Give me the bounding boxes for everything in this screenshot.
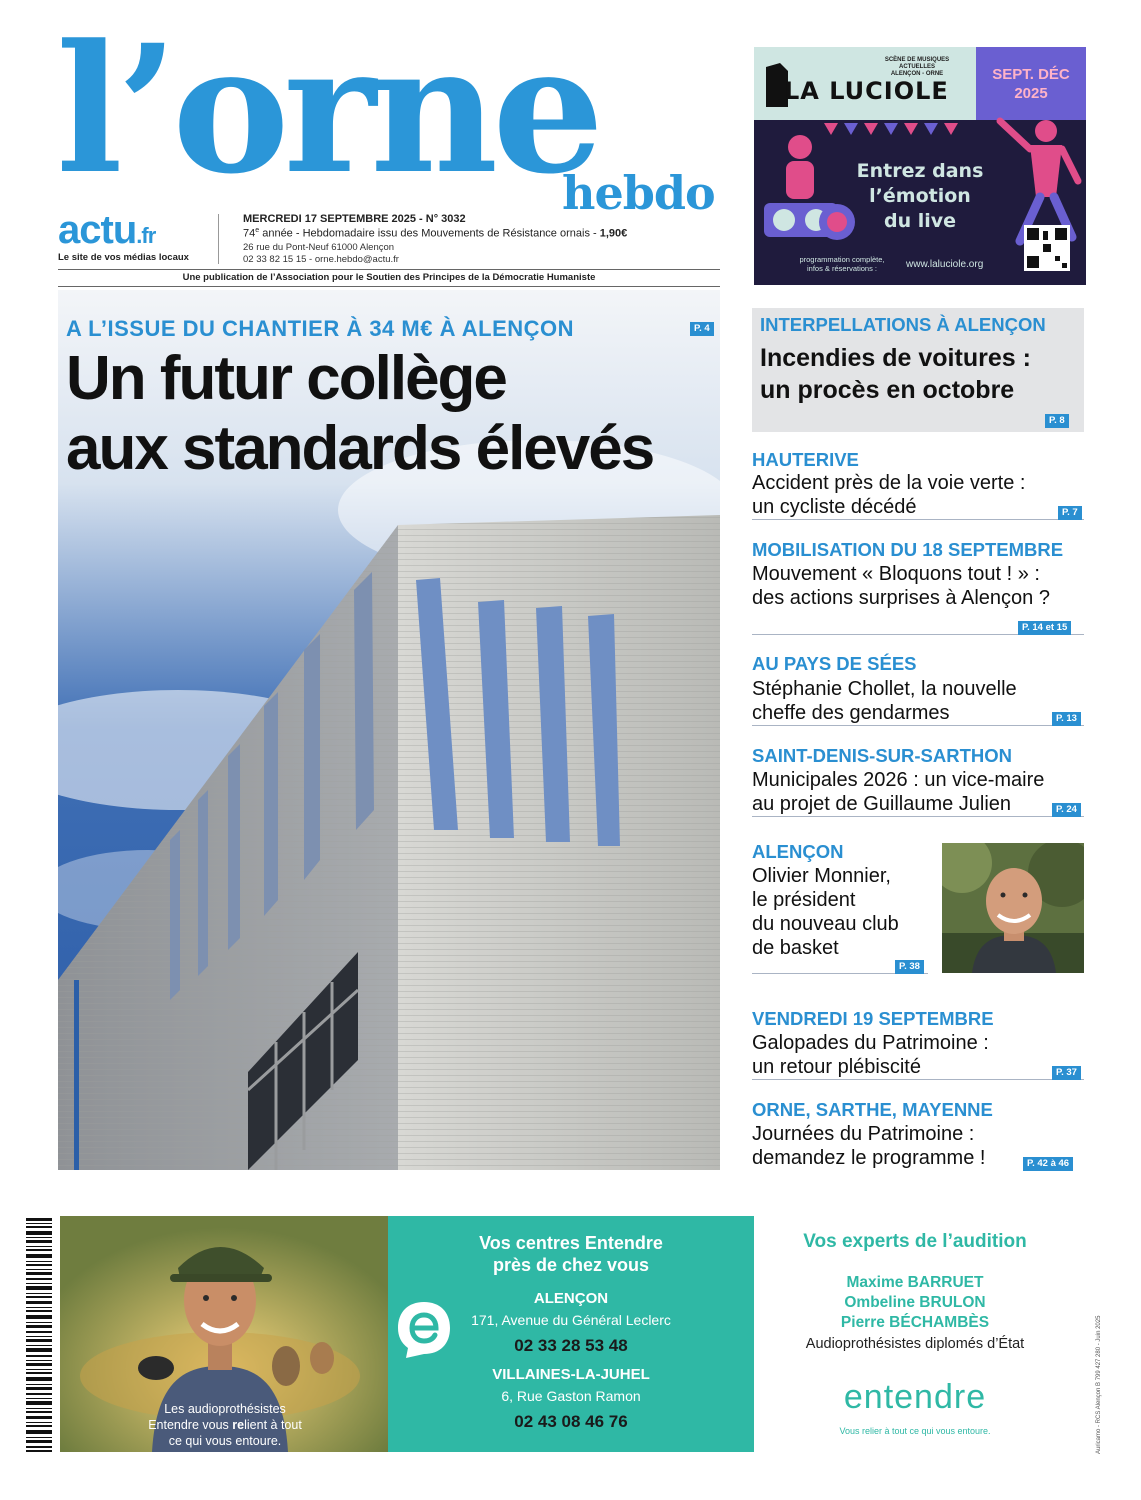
bunting-flag xyxy=(864,123,878,135)
center-phone-alencon[interactable]: 02 33 28 53 48 xyxy=(514,1336,628,1355)
luciole-logo: LA LUCIOLE xyxy=(784,77,949,105)
brief-line: un cycliste décédé xyxy=(752,496,917,518)
brief-headline[interactable] xyxy=(752,1031,989,1079)
feature-headline-line2: un procès en octobre xyxy=(760,376,1015,404)
brief-rule xyxy=(752,725,1084,726)
bunting-flag xyxy=(844,123,858,135)
main-story-page-ref[interactable]: P. 4 xyxy=(690,322,714,336)
actu-logo[interactable] xyxy=(58,210,155,250)
publisher-rule-top xyxy=(58,269,720,270)
monnier-portrait[interactable] xyxy=(942,843,1084,973)
publisher-rule-bottom xyxy=(58,286,720,287)
brief-kicker: MOBILISATION DU 18 SEPTEMBRE xyxy=(752,539,1064,560)
brief-page-ref[interactable]: P. 42 à 46 xyxy=(1023,1157,1073,1171)
feature-kicker: INTERPELLATIONS À ALENÇON xyxy=(760,314,1046,335)
bunting-flag xyxy=(924,123,938,135)
barcode-bars xyxy=(26,1218,52,1452)
brief-line: Mouvement « Bloquons tout ! » : xyxy=(752,563,1040,585)
caption-line2 xyxy=(110,1417,340,1433)
expert-name: Maxime BARRUET xyxy=(846,1274,984,1291)
luciole-scene-line3: ALENÇON - ORNE xyxy=(890,71,944,77)
luciole-ad[interactable] xyxy=(754,47,1086,285)
brief-page-ref[interactable]: P. 24 xyxy=(1052,803,1081,817)
experts-title: Vos experts de l’audition xyxy=(803,1231,1027,1252)
brief-line: Municipales 2026 : un vice-maire xyxy=(752,769,1045,791)
brief-rule xyxy=(752,1079,1084,1080)
brief-kicker: ORNE, SARTHE, MAYENNE xyxy=(752,1099,993,1120)
caption-line1: Les audioprothésistes xyxy=(164,1402,286,1416)
brief-kicker: AU PAYS DE SÉES xyxy=(752,653,917,674)
luciole-tagline xyxy=(840,159,1000,234)
issue-address: 26 rue du Pont-Neuf 61000 Alençon xyxy=(243,242,395,253)
entendre-title-line2: près de chez vous xyxy=(492,1255,650,1275)
brief-rule xyxy=(752,519,1084,520)
masthead-logo-sub: hebdo xyxy=(562,166,715,220)
center-address-villaines: 6, Rue Gaston Ramon xyxy=(501,1388,641,1404)
feature-headline[interactable] xyxy=(760,342,1031,406)
brief-page-ref[interactable]: P. 7 xyxy=(1058,506,1082,520)
brief-line: le président xyxy=(752,889,856,911)
brief-line: un retour plébiscité xyxy=(752,1056,921,1078)
issue-date-number: MERCREDI 17 SEPTEMBRE 2025 - N° 3032 xyxy=(243,213,466,225)
entendre-brand-logo[interactable]: entendre xyxy=(843,1378,987,1416)
brief-line: du nouveau club xyxy=(752,913,899,935)
expert-name: Ombeline BRULON xyxy=(844,1294,986,1311)
luciole-scene-line2: ACTUELLES xyxy=(899,64,935,70)
main-story-kicker: A L’ISSUE DU CHANTIER À 34 M€ À ALENÇON xyxy=(66,316,575,341)
brief-headline[interactable] xyxy=(752,562,1050,610)
center-city-villaines: VILLAINES-LA-JUHEL xyxy=(492,1366,650,1383)
luciole-dates-line2: 2025 xyxy=(1014,85,1048,102)
bunting-flag xyxy=(904,123,918,135)
main-headline-line1: Un futur collège xyxy=(66,344,506,413)
luciole-prog-line1: programmation complète, xyxy=(799,255,885,264)
luciole-scene xyxy=(862,57,972,78)
barcode-icon xyxy=(26,1218,52,1452)
luciole-prog-line2: infos & réservations : xyxy=(806,264,878,273)
center-address-alencon: 171, Avenue du Général Leclerc xyxy=(471,1312,671,1328)
luciole-tagline-line2: l’émotion xyxy=(869,185,971,207)
brief-line: Journées du Patrimoine : xyxy=(752,1123,975,1145)
brief-line: Accident près de la voie verte : xyxy=(752,472,1026,494)
actu-tagline: Le site de vos médias locaux xyxy=(58,252,189,263)
feature-headline-line1: Incendies de voitures : xyxy=(760,344,1031,372)
brief-line: Olivier Monnier, xyxy=(752,865,891,887)
brief-line: de basket xyxy=(752,937,839,959)
brief-headline[interactable] xyxy=(752,677,1017,725)
masthead-divider xyxy=(218,214,219,264)
brief-page-ref[interactable]: P. 14 et 15 xyxy=(1018,621,1071,635)
brief-page-ref[interactable]: P. 38 xyxy=(895,960,924,974)
legal-notice xyxy=(1090,1218,1104,1458)
entendre-caption xyxy=(110,1401,340,1449)
center-city-alencon: ALENÇON xyxy=(533,1290,609,1307)
issue-desc-text: année - Hebdomadaire issu des Mouvements de Résistance ornais - xyxy=(259,227,600,240)
caption-line2a: Entendre vous xyxy=(148,1418,233,1432)
entendre-title xyxy=(388,1232,754,1276)
brief-line: au projet de Guillaume Julien xyxy=(752,793,1012,815)
brief-kicker: VENDREDI 19 SEPTEMBRE xyxy=(752,1008,994,1029)
brief-kicker: ALENÇON xyxy=(752,841,844,862)
brief-rule xyxy=(752,816,1084,817)
issue-year-sup: e xyxy=(255,227,260,234)
brief-page-ref[interactable]: P. 37 xyxy=(1052,1066,1081,1080)
entendre-title-line1: Vos centres Entendre xyxy=(479,1233,663,1253)
brief-line: cheffe des gendarmes xyxy=(752,702,950,724)
qr-code-icon[interactable] xyxy=(1024,225,1070,271)
actu-logo-suffix: .fr xyxy=(136,223,156,248)
issue-price: 1,90€ xyxy=(599,227,628,240)
caption-line2b: re xyxy=(232,1418,245,1432)
main-headline-line2: aux standards élevés xyxy=(66,414,654,483)
luciole-url[interactable]: www.laluciole.org xyxy=(906,259,984,270)
masthead-logo[interactable]: l’orne xyxy=(56,6,599,213)
feature-page-ref[interactable]: P. 8 xyxy=(1045,414,1069,428)
brief-headline[interactable] xyxy=(752,768,1044,816)
legal-notice-text: Auricamo - RCS Alençon B 799 427 280 - Juin 2025 xyxy=(1096,1315,1102,1454)
actu-logo-text: actu xyxy=(58,208,137,252)
brief-kicker: HAUTERIVE xyxy=(752,449,859,470)
luciole-scene-line1: SCÈNE DE MUSIQUES xyxy=(884,57,950,63)
brief-page-ref[interactable]: P. 13 xyxy=(1052,712,1081,726)
publisher-line: Une publication de l’Association pour le Soutien des Principes de la Démocratie Humaniste xyxy=(182,272,596,283)
brief-line: Galopades du Patrimoine : xyxy=(752,1032,989,1054)
main-story-headline[interactable] xyxy=(66,344,653,484)
expert-name: Pierre BÉCHAMBÈS xyxy=(840,1314,990,1331)
entendre-brand-tagline: Vous relier à tout ce qui vous entoure. xyxy=(839,1426,991,1436)
brief-line: Stéphanie Chollet, la nouvelle xyxy=(752,678,1017,700)
brief-line: des actions surprises à Alençon ? xyxy=(752,587,1050,609)
issue-contact[interactable]: 02 33 82 15 15 - orne.hebdo@actu.fr xyxy=(243,254,399,265)
caption-line2c: lient à tout xyxy=(244,1418,302,1432)
brief-line: demandez le programme ! xyxy=(752,1147,986,1169)
brief-headline[interactable] xyxy=(752,864,899,960)
portrait-image xyxy=(942,843,1084,973)
issue-year: 74 xyxy=(243,227,256,240)
brief-headline[interactable] xyxy=(752,471,1025,519)
caption-line3: ce qui vous entoure. xyxy=(168,1434,282,1448)
brief-headline[interactable] xyxy=(752,1122,985,1170)
issue-description xyxy=(243,227,627,240)
luciole-tagline-line1: Entrez dans xyxy=(856,160,984,182)
luciole-dates xyxy=(976,47,1086,120)
bunting-flag xyxy=(884,123,898,135)
luciole-tagline-line3: du live xyxy=(883,210,957,232)
experts-qualification: Audioprothésistes diplomés d’État xyxy=(805,1336,1025,1352)
brief-kicker: SAINT-DENIS-SUR-SARTHON xyxy=(752,745,1013,766)
center-phone-villaines[interactable]: 02 43 08 46 76 xyxy=(514,1412,628,1431)
bunting-flag xyxy=(944,123,958,135)
luciole-dates-line1: SEPT. DÉC xyxy=(992,66,1070,83)
luciole-program-info xyxy=(782,255,902,273)
